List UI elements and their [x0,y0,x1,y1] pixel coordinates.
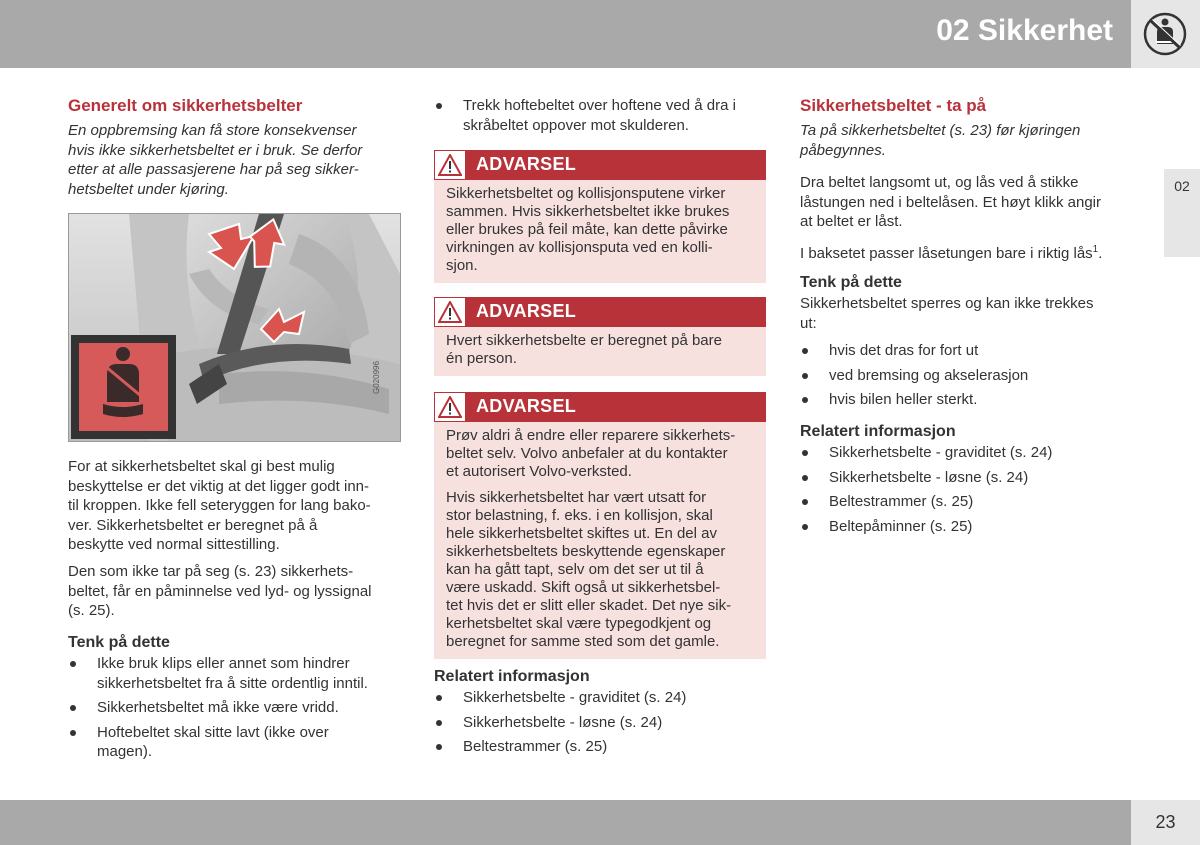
warning-line: Prøv aldri å endre eller reparere sikkerhets- [446,427,736,444]
bullet-dot [802,373,808,379]
related-link[interactable] [434,737,766,757]
warning-line: kerhetsbeltet skal være typegodkjent og [446,615,712,632]
tenk-list [800,341,1136,415]
body-text: I baksetet passer låsetungen bare i riktig lås [800,245,1093,262]
tenk-heading: Tenk på dette [68,634,170,651]
footnote-marker: 1 [1092,244,1099,255]
warning-title: ADVARSEL [476,396,577,416]
warning-line: Hvis sikkerhetsbeltet har vært utsatt for [446,489,707,506]
list-line: Hoftebeltet skal sitte lavt (ikke over [97,723,329,741]
related-link[interactable] [434,713,766,733]
bullet-dot [436,103,442,109]
bullet-dot [802,450,808,456]
intro-line: påbegynnes. [800,141,886,159]
warning-line: tet hvis det er slitt eller skadet. Det nye sik- [446,597,732,614]
warning-header [434,150,766,180]
warning-box [434,150,766,283]
related-link[interactable] [800,492,1136,512]
warning-triangle-icon [434,150,466,180]
chapter-side-tab[interactable] [1164,169,1200,257]
intro-putting-on [800,121,1080,160]
warning-line: stor belastning, f. eks. i en kollisjon, skal [446,507,713,524]
list-item [434,96,766,135]
body-line: låstungen ned i beltelåsen. Et høyt klikk angir [800,193,1102,211]
seatbelt-figure-image [69,214,400,441]
related-list [800,443,1136,541]
related-link-label: Sikkerhetsbelte - graviditet (s. 24) [829,444,1053,461]
body-line: beltet, får en påminnelse ved lyd- og lyssignal [68,582,372,600]
warning-header [434,297,766,327]
related-link-label: Sikkerhetsbelte - løsne (s. 24) [829,468,1029,486]
warning-line: sammen. Hvis sikkerhetsbeltet ikke brukes [446,203,730,220]
list-line: hvis bilen heller sterkt. [829,391,978,408]
warning-line: være uskadd. Skift også ut sikkerhetsbel- [446,579,721,596]
warning-text [446,489,754,651]
warning-line: Sikkerhetsbeltet og kollisjonsputene virker [446,185,726,202]
related-link-label: Beltestrammer (s. 25) [829,493,974,510]
related-link[interactable] [800,443,1136,463]
body-line: beskyttelse er det viktig at det ligger godt inn- [68,477,369,495]
warning-line: kan ha gått tapt, selv om det ser ut til å [446,561,704,578]
body-line: Den som ikke tar på seg (s. 23) sikkerhets- [68,563,354,580]
warning-line: virkningen av kollisjonsputa ved en kolli- [446,239,713,256]
warning-box [434,297,766,376]
warning-line: beltet selv. Volvo anbefaler at du kontakter [446,445,728,462]
warning-line: én person. [446,350,517,367]
list-item [800,341,1136,361]
warning-text [446,185,754,275]
intro-line: etter at alle passasjerene har på seg sikker- [68,161,359,178]
list-item [800,390,1136,410]
list-item [68,654,403,693]
list-item [68,723,403,762]
warning-line: sikkerhetsbeltets beskyttende egenskaper [446,543,726,560]
warning-title: ADVARSEL [476,154,577,174]
warning-body [434,180,766,283]
bullet-dot [70,730,76,736]
warning-box [434,392,766,659]
warning-triangle-icon [434,297,466,327]
warning-line: beregnet for samme sted som det gamle. [446,633,720,650]
intro-line: En oppbremsing kan få store konsekvenser [68,122,357,139]
warning-body [434,327,766,376]
related-link-label: Sikkerhetsbelte - graviditet (s. 24) [463,689,687,706]
list-item [800,366,1136,386]
list-line: magen). [97,743,153,760]
body-line: at beltet er låst. [800,213,903,230]
intro-line: hvis ikke sikkerhetsbeltet er i bruk. Se derfor [68,141,363,159]
body-line: ut: [800,314,817,332]
warning-line: hele sikkerhetsbeltet skiftes ut. En del av [446,525,717,542]
list-item [68,698,403,718]
bullet-dot [802,499,808,505]
top-bullet-list [434,96,766,140]
bullet-dot [802,475,808,481]
related-link-label: Beltestrammer (s. 25) [463,738,608,755]
list-line: Trekk hoftebeltet over hoftene ved å dra i [463,97,736,114]
body-line: til kroppen. Ikke fell seteryggen for lang bako- [68,497,371,514]
paragraph-rear-seat [800,240,1102,264]
bullet-dot [436,695,442,701]
related-heading: Relatert informasjon [434,668,590,685]
page-number-box [1131,800,1200,845]
paragraph-reminder [68,562,372,621]
bullet-dot [802,397,808,403]
bullet-dot [802,348,808,354]
section-heading-putting-on: Sikkerhetsbeltet - ta på [800,96,987,115]
related-link[interactable] [434,688,766,708]
warning-body [434,422,766,659]
tenk-heading: Tenk på dette [800,274,902,291]
list-line: sikkerhetsbeltet fra å sitte ordentlig inntil. [97,674,368,692]
warning-text [446,427,754,481]
warning-text [446,332,754,368]
related-link[interactable] [800,517,1136,537]
chapter-side-tab-label: 02 [1174,178,1190,194]
intro-line: Ta på sikkerhetsbeltet (s. 23) før kjøringen [800,122,1081,139]
tenk-list [68,654,403,767]
related-link-label: Sikkerhetsbelte - løsne (s. 24) [463,713,663,731]
related-link[interactable] [800,468,1136,488]
list-line: ved bremsing og akselerasjon [829,366,1029,384]
list-line: skråbeltet oppover mot skulderen. [463,116,689,134]
body-line: For at sikkerhetsbeltet skal gi best mulig [68,458,335,475]
related-list [434,688,766,762]
page-number: 23 [1155,812,1176,832]
list-line: Sikkerhetsbeltet må ikke være vridd. [97,699,339,716]
related-link-label: Beltepåminner (s. 25) [829,517,973,535]
paragraph-fasten [800,173,1101,232]
related-heading: Relatert informasjon [800,423,956,440]
intro-general [68,121,362,199]
bullet-dot [70,661,76,667]
page-footer [0,800,1131,845]
body-line: Dra beltet langsomt ut, og lås ved å stikke [800,174,1079,191]
body-text: . [1098,245,1103,262]
warning-title: ADVARSEL [476,301,577,321]
list-line: hvis det dras for fort ut [829,342,979,359]
warning-line: eller brukes på feil måte, kan dette påvirke [446,221,728,238]
paragraph-fit [68,457,371,555]
tenk-intro [800,294,1093,333]
warning-line: et autorisert Volvo-verksted. [446,463,632,480]
body-line: ver. Sikkerhetsbeltet er beregnet på å [68,516,318,534]
body-line: beskytte ved normal sittestilling. [68,536,280,553]
warning-header [434,392,766,422]
figure-id: G020996 [372,361,381,394]
warning-line: sjon. [446,257,478,274]
intro-line: hetsbeltet under kjøring. [68,180,229,198]
body-line: (s. 25). [68,602,115,619]
seatbelt-illustration [68,213,401,442]
section-heading-general: Generelt om sikkerhetsbelter [68,96,303,115]
warning-line: Hvert sikkerhetsbelte er beregnet på bare [446,332,722,349]
body-line: Sikkerhetsbeltet sperres og kan ikke trekkes [800,295,1094,312]
warning-triangle-icon [434,392,466,422]
page-header [0,0,1131,68]
list-line: Ikke bruk klips eller annet som hindrer [97,655,350,672]
bullet-dot [70,705,76,711]
bullet-dot [436,744,442,750]
bullet-dot [802,524,808,530]
chapter-icon-box [1131,0,1200,68]
seatbelt-safety-icon [1143,12,1187,56]
bullet-dot [436,720,442,726]
chapter-title: 02 Sikkerhet [936,14,1113,47]
